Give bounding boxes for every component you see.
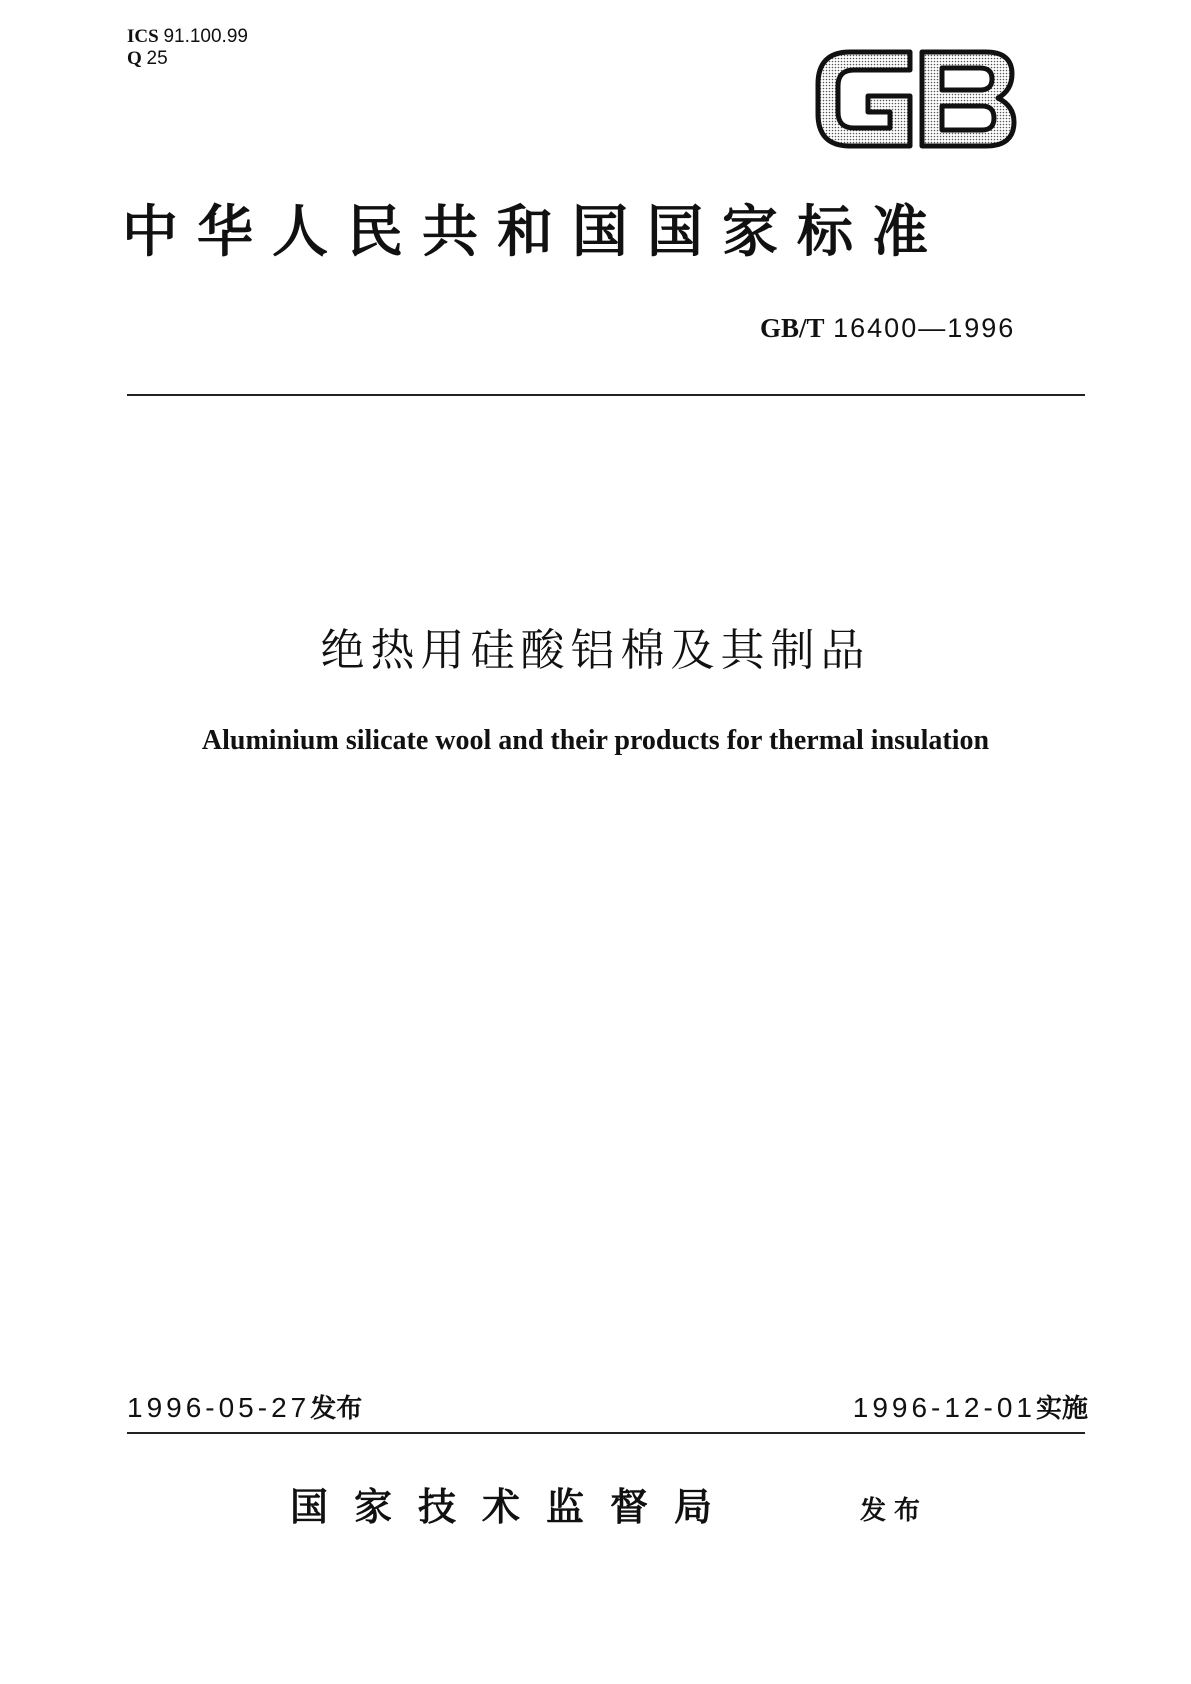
implementation-date-line — [853, 1390, 1088, 1427]
ics-code: 91.100.99 — [163, 26, 248, 47]
english-title: Aluminium silicate wool and their products for thermal insulation — [201, 725, 990, 756]
classification-line — [127, 48, 168, 70]
classification-code: 25 — [146, 48, 168, 69]
ics-line — [127, 26, 248, 48]
classification-label: Q — [127, 48, 142, 69]
publisher-name: 国家技术监督局 — [290, 1485, 739, 1529]
chinese-title: 绝热用硅酸铝棉及其制品 — [320, 625, 871, 676]
implementation-date: 1996-12-01 — [852, 1392, 1036, 1423]
standard-prefix: GB/T — [760, 313, 825, 343]
issue-date: 1996-05-27 — [127, 1392, 311, 1423]
issue-label: 发布 — [310, 1394, 363, 1424]
ics-label: ICS — [127, 26, 159, 47]
national-standard-title: 中华人民共和国国家标准 — [122, 200, 947, 265]
top-divider — [127, 394, 1085, 396]
gb-logo-icon — [810, 42, 1020, 156]
standard-code: 16400—1996 — [833, 313, 1016, 343]
issue-date-line — [127, 1390, 362, 1427]
publisher-action: 发布 — [860, 1496, 929, 1526]
bottom-divider — [127, 1432, 1085, 1434]
standard-number — [760, 312, 1015, 345]
implementation-label: 实施 — [1035, 1394, 1088, 1424]
